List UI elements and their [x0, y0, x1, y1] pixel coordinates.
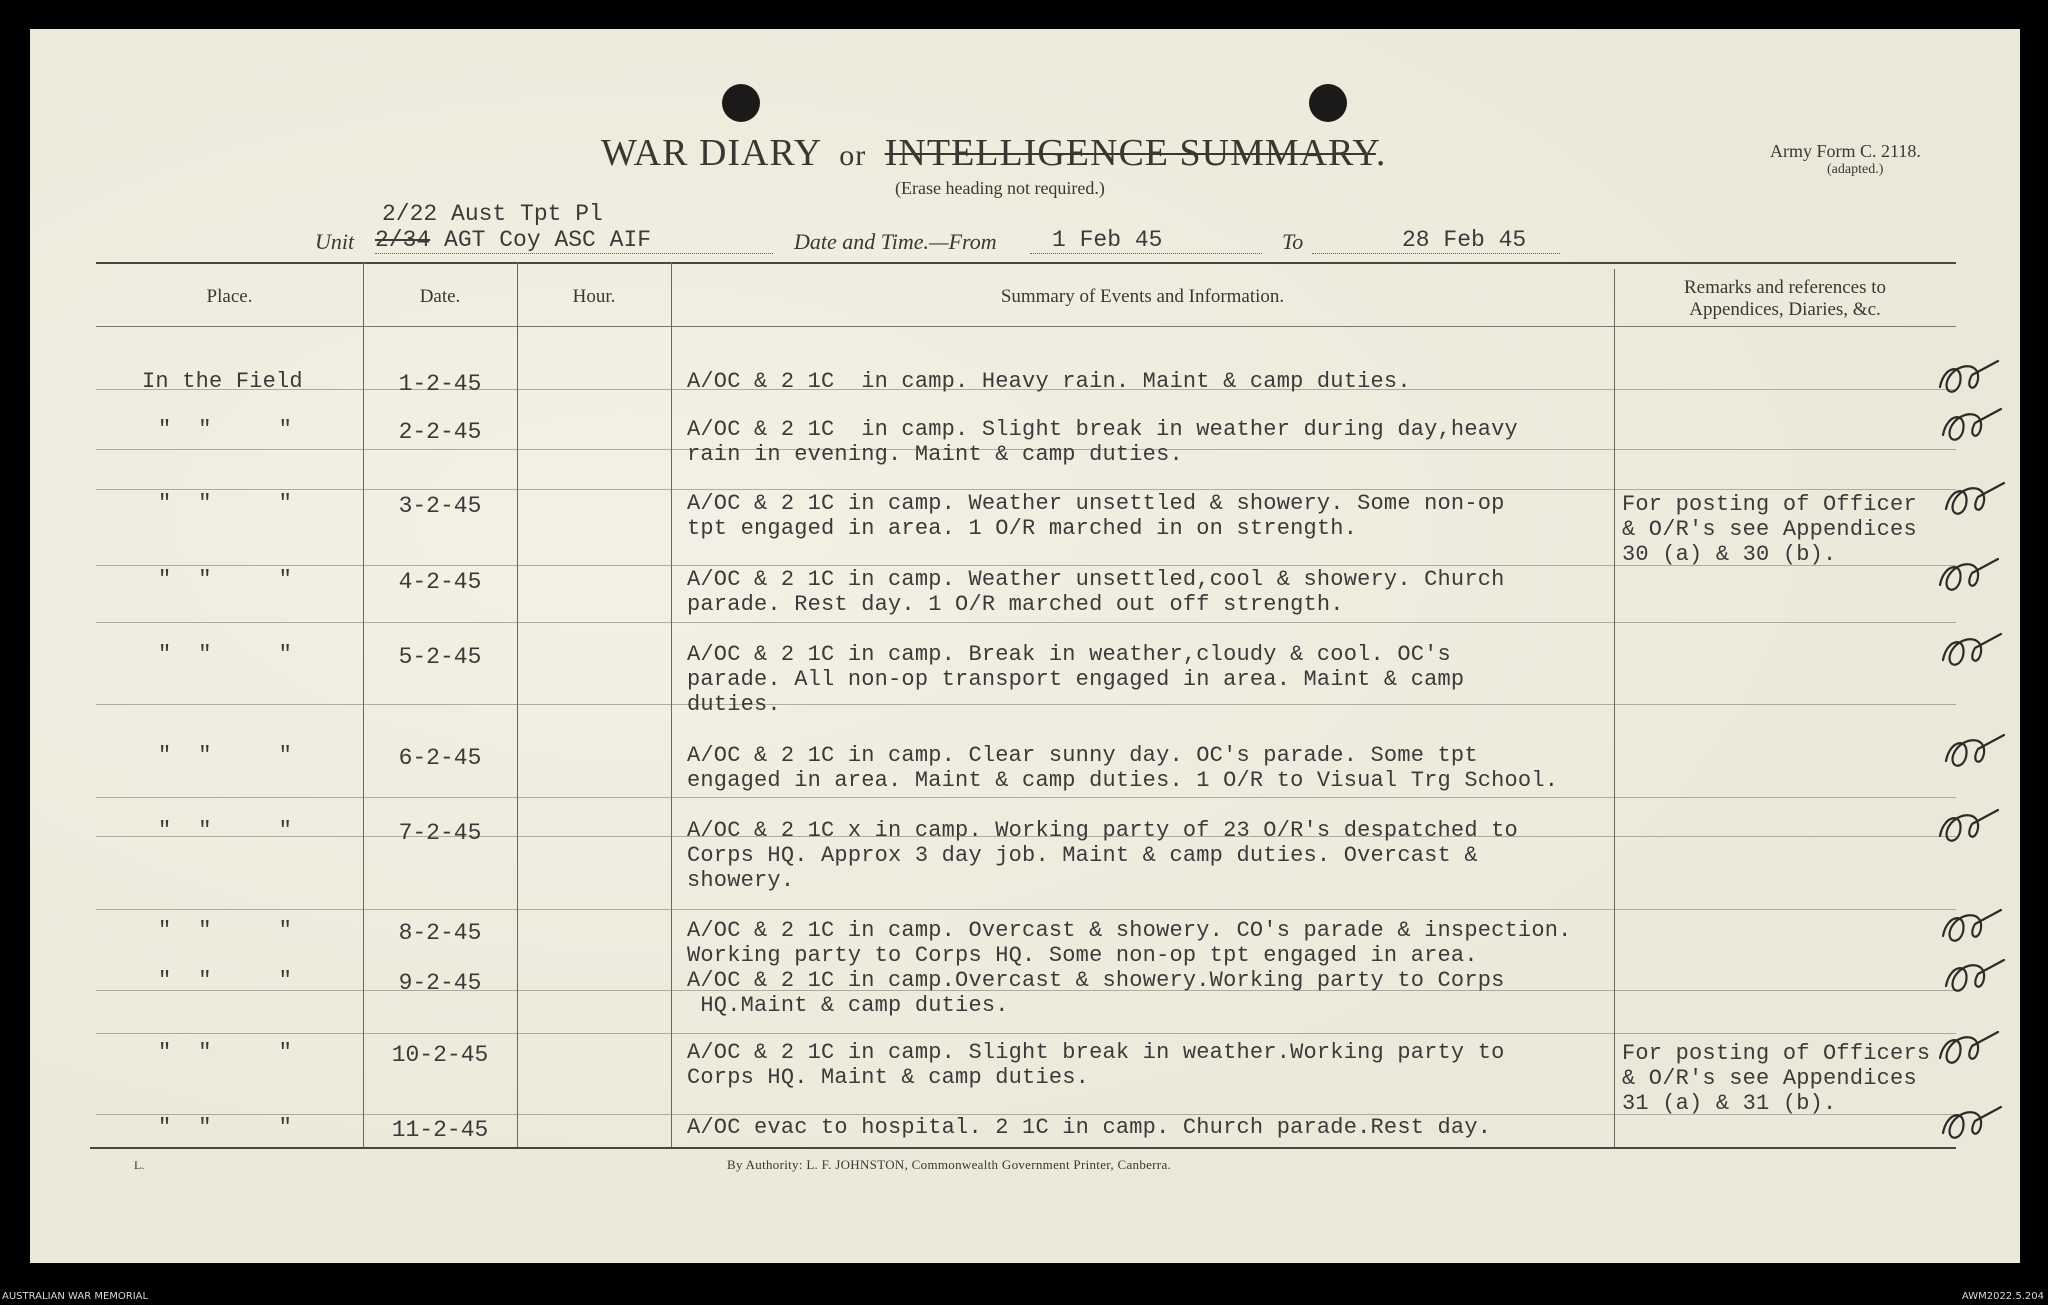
- entry-remark-line: For posting of Officer: [1622, 492, 1917, 517]
- ruled-line: [96, 1033, 1956, 1034]
- entry-date: 3-2-45: [398, 493, 482, 519]
- initials-icon: [1937, 630, 2007, 674]
- unit-rest: AGT Coy ASC AIF: [444, 227, 652, 253]
- entry-date: 1-2-45: [398, 371, 482, 397]
- entry-summary-line: A/OC & 2 1C in camp. Break in weather,cloudy & cool. OC's: [687, 642, 1451, 667]
- col-header-remarks: [1614, 277, 1956, 321]
- initials-stroke: [1946, 735, 2004, 766]
- initials-icon: [1940, 731, 2010, 775]
- army-form-label: Army Form C. 2118.: [1770, 141, 1921, 161]
- table-bottom-rule: [90, 1147, 1956, 1149]
- ruled-line: [96, 489, 1956, 490]
- title-end: .: [1375, 132, 1387, 174]
- initials-stroke: [1943, 409, 2001, 440]
- adapted-note: (adapted.): [1827, 162, 1884, 177]
- unit-struck: 2/34: [375, 227, 431, 253]
- initials-stroke: [1940, 559, 1998, 590]
- entry-date: 8-2-45: [398, 920, 482, 946]
- archive-label-right: AWM2022.5.204: [1961, 1291, 2044, 1302]
- title: [601, 131, 1386, 175]
- entry-place: " " ": [158, 1115, 293, 1140]
- to-label: To: [1282, 229, 1304, 254]
- entry-summary-line: Working party to Corps HQ. Some non-op tpt engaged in area.: [687, 943, 1478, 968]
- entry-summary-line: parade. All non-op transport engaged in area. Maint & camp: [687, 667, 1465, 692]
- entry-summary-line: A/OC evac to hospital. 2 1C in camp. Church parade.Rest day.: [687, 1115, 1492, 1140]
- entry-summary-line: Corps HQ. Approx 3 day job. Maint & camp duties. Overcast &: [687, 843, 1478, 868]
- entry-remark-line: For posting of Officers: [1622, 1041, 1931, 1066]
- initials-icon: [1934, 357, 2004, 401]
- col-header-place: Place.: [206, 286, 253, 307]
- ruled-line: [96, 797, 1956, 798]
- initials-icon: [1934, 1028, 2004, 1072]
- to-date: 28 Feb 45: [1312, 227, 1560, 254]
- ruled-line: [96, 704, 1956, 705]
- initials-stroke: [1943, 1107, 2001, 1138]
- entry-summary-line: Corps HQ. Maint & camp duties.: [687, 1065, 1090, 1090]
- entry-date: 7-2-45: [398, 820, 482, 846]
- title-struck: INTELLIGENCE SUMMARY: [884, 132, 1376, 174]
- initials-icon: [1937, 906, 2007, 950]
- ruled-line: [96, 909, 1956, 910]
- punch-hole-right: [1309, 84, 1347, 122]
- table-top-rule: [96, 262, 1956, 264]
- entry-place: " " ": [158, 918, 293, 943]
- entry-date: 2-2-45: [398, 419, 482, 445]
- entry-summary-line: showery.: [687, 868, 795, 893]
- initials-stroke: [1946, 960, 2004, 991]
- title-or: or: [839, 139, 867, 172]
- entry-summary-line: duties.: [687, 692, 781, 717]
- entry-summary-line: A/OC & 2 1C in camp. Clear sunny day. OC's parade. Some tpt: [687, 743, 1478, 768]
- entry-place: " " ": [158, 491, 293, 516]
- punch-hole-left: [722, 84, 760, 122]
- initials-stroke: [1940, 1032, 1998, 1063]
- authority-line: By Authority: L. F. JOHNSTON, Commonwealth Government Printer, Canberra.: [727, 1157, 1172, 1172]
- entry-summary-line: A/OC & 2 1C in camp. Weather unsettled & showery. Some non-op: [687, 491, 1505, 516]
- header-bottom-rule: [96, 326, 1956, 327]
- entry-date: 6-2-45: [398, 745, 482, 771]
- entry-summary-line: A/OC & 2 1C x in camp. Working party of 23 O/R's despatched to: [687, 818, 1518, 843]
- diary-page: [30, 29, 2020, 1263]
- title-main: WAR DIARY: [601, 132, 821, 174]
- entry-summary-line: rain in evening. Maint & camp duties.: [687, 442, 1183, 467]
- entry-summary-line: A/OC & 2 1C in camp.Overcast & showery.Working party to Corps: [687, 968, 1505, 993]
- entry-summary-line: HQ.Maint & camp duties.: [687, 993, 1009, 1018]
- entry-summary-line: engaged in area. Maint & camp duties. 1 O/R to Visual Trg School.: [687, 768, 1559, 793]
- entry-summary-line: A/OC & 2 1C in camp. Slight break in weather.Working party to: [687, 1040, 1505, 1065]
- entry-remark-line: 30 (a) & 30 (b).: [1622, 542, 1837, 567]
- initials-stroke: [1940, 361, 1998, 392]
- entry-place: " " ": [158, 642, 293, 667]
- from-date: 1 Feb 45: [1030, 227, 1262, 254]
- unit-label: Unit: [315, 229, 355, 254]
- initials-icon: [1934, 555, 2004, 599]
- entry-date: 9-2-45: [398, 970, 482, 996]
- initials-stroke: [1946, 483, 2004, 514]
- entry-remark-line: & O/R's see Appendices: [1622, 517, 1917, 542]
- col-header-date: Date.: [419, 286, 461, 307]
- initials-stroke: [1940, 810, 1998, 841]
- entry-place: " " ": [158, 968, 293, 993]
- entry-remark-line: 31 (a) & 31 (b).: [1622, 1091, 1837, 1116]
- entry-remark-line: & O/R's see Appendices: [1622, 1066, 1917, 1091]
- form-mark: L.: [134, 1158, 145, 1172]
- remarks-header-line-1: Remarks and references to: [1683, 277, 1887, 298]
- entry-place: In the Field: [142, 369, 303, 394]
- initials-icon: [1940, 479, 2010, 523]
- col-divider-summary: [1614, 269, 1615, 1147]
- col-header-hour: Hour.: [572, 286, 616, 307]
- entry-summary-line: A/OC & 2 1C in camp. Slight break in weather during day,heavy: [687, 417, 1518, 442]
- entry-summary-line: tpt engaged in area. 1 O/R marched in on strength.: [687, 516, 1358, 541]
- archive-label-left: AUSTRALIAN WAR MEMORIAL: [2, 1291, 149, 1302]
- initials-icon: [1934, 806, 2004, 850]
- entry-date: 11-2-45: [391, 1117, 489, 1143]
- date-time-label: Date and Time.—From: [794, 229, 997, 254]
- unit-line-2: [375, 227, 773, 254]
- entry-date: 10-2-45: [391, 1042, 489, 1068]
- entry-place: " " ": [158, 567, 293, 592]
- entry-date: 5-2-45: [398, 644, 482, 670]
- ruled-line: [96, 622, 1956, 623]
- entry-summary-line: parade. Rest day. 1 O/R marched out off strength.: [687, 592, 1344, 617]
- initials-icon: [1940, 956, 2010, 1000]
- entry-place: " " ": [158, 818, 293, 843]
- initials-icon: [1937, 1103, 2007, 1147]
- initials-stroke: [1943, 634, 2001, 665]
- unit-line-1: 2/22 Aust Tpt Pl: [382, 201, 603, 227]
- initials-stroke: [1943, 910, 2001, 941]
- entry-place: " " ": [158, 417, 293, 442]
- erase-note: (Erase heading not required.): [895, 178, 1105, 198]
- entry-summary-line: A/OC & 2 1C in camp. Weather unsettled,cool & showery. Church: [687, 567, 1505, 592]
- col-header-summary: Summary of Events and Information.: [1000, 286, 1285, 307]
- entry-place: " " ": [158, 1040, 293, 1065]
- remarks-header-line-2: Appendices, Diaries, &c.: [1689, 299, 1881, 320]
- entry-place: " " ": [158, 743, 293, 768]
- entry-date: 4-2-45: [398, 569, 482, 595]
- entry-summary-line: A/OC & 2 1C in camp. Overcast & showery. CO's parade & inspection.: [687, 918, 1572, 943]
- entry-summary-line: A/OC & 2 1C in camp. Heavy rain. Maint & camp duties.: [687, 369, 1411, 394]
- initials-icon: [1937, 405, 2007, 449]
